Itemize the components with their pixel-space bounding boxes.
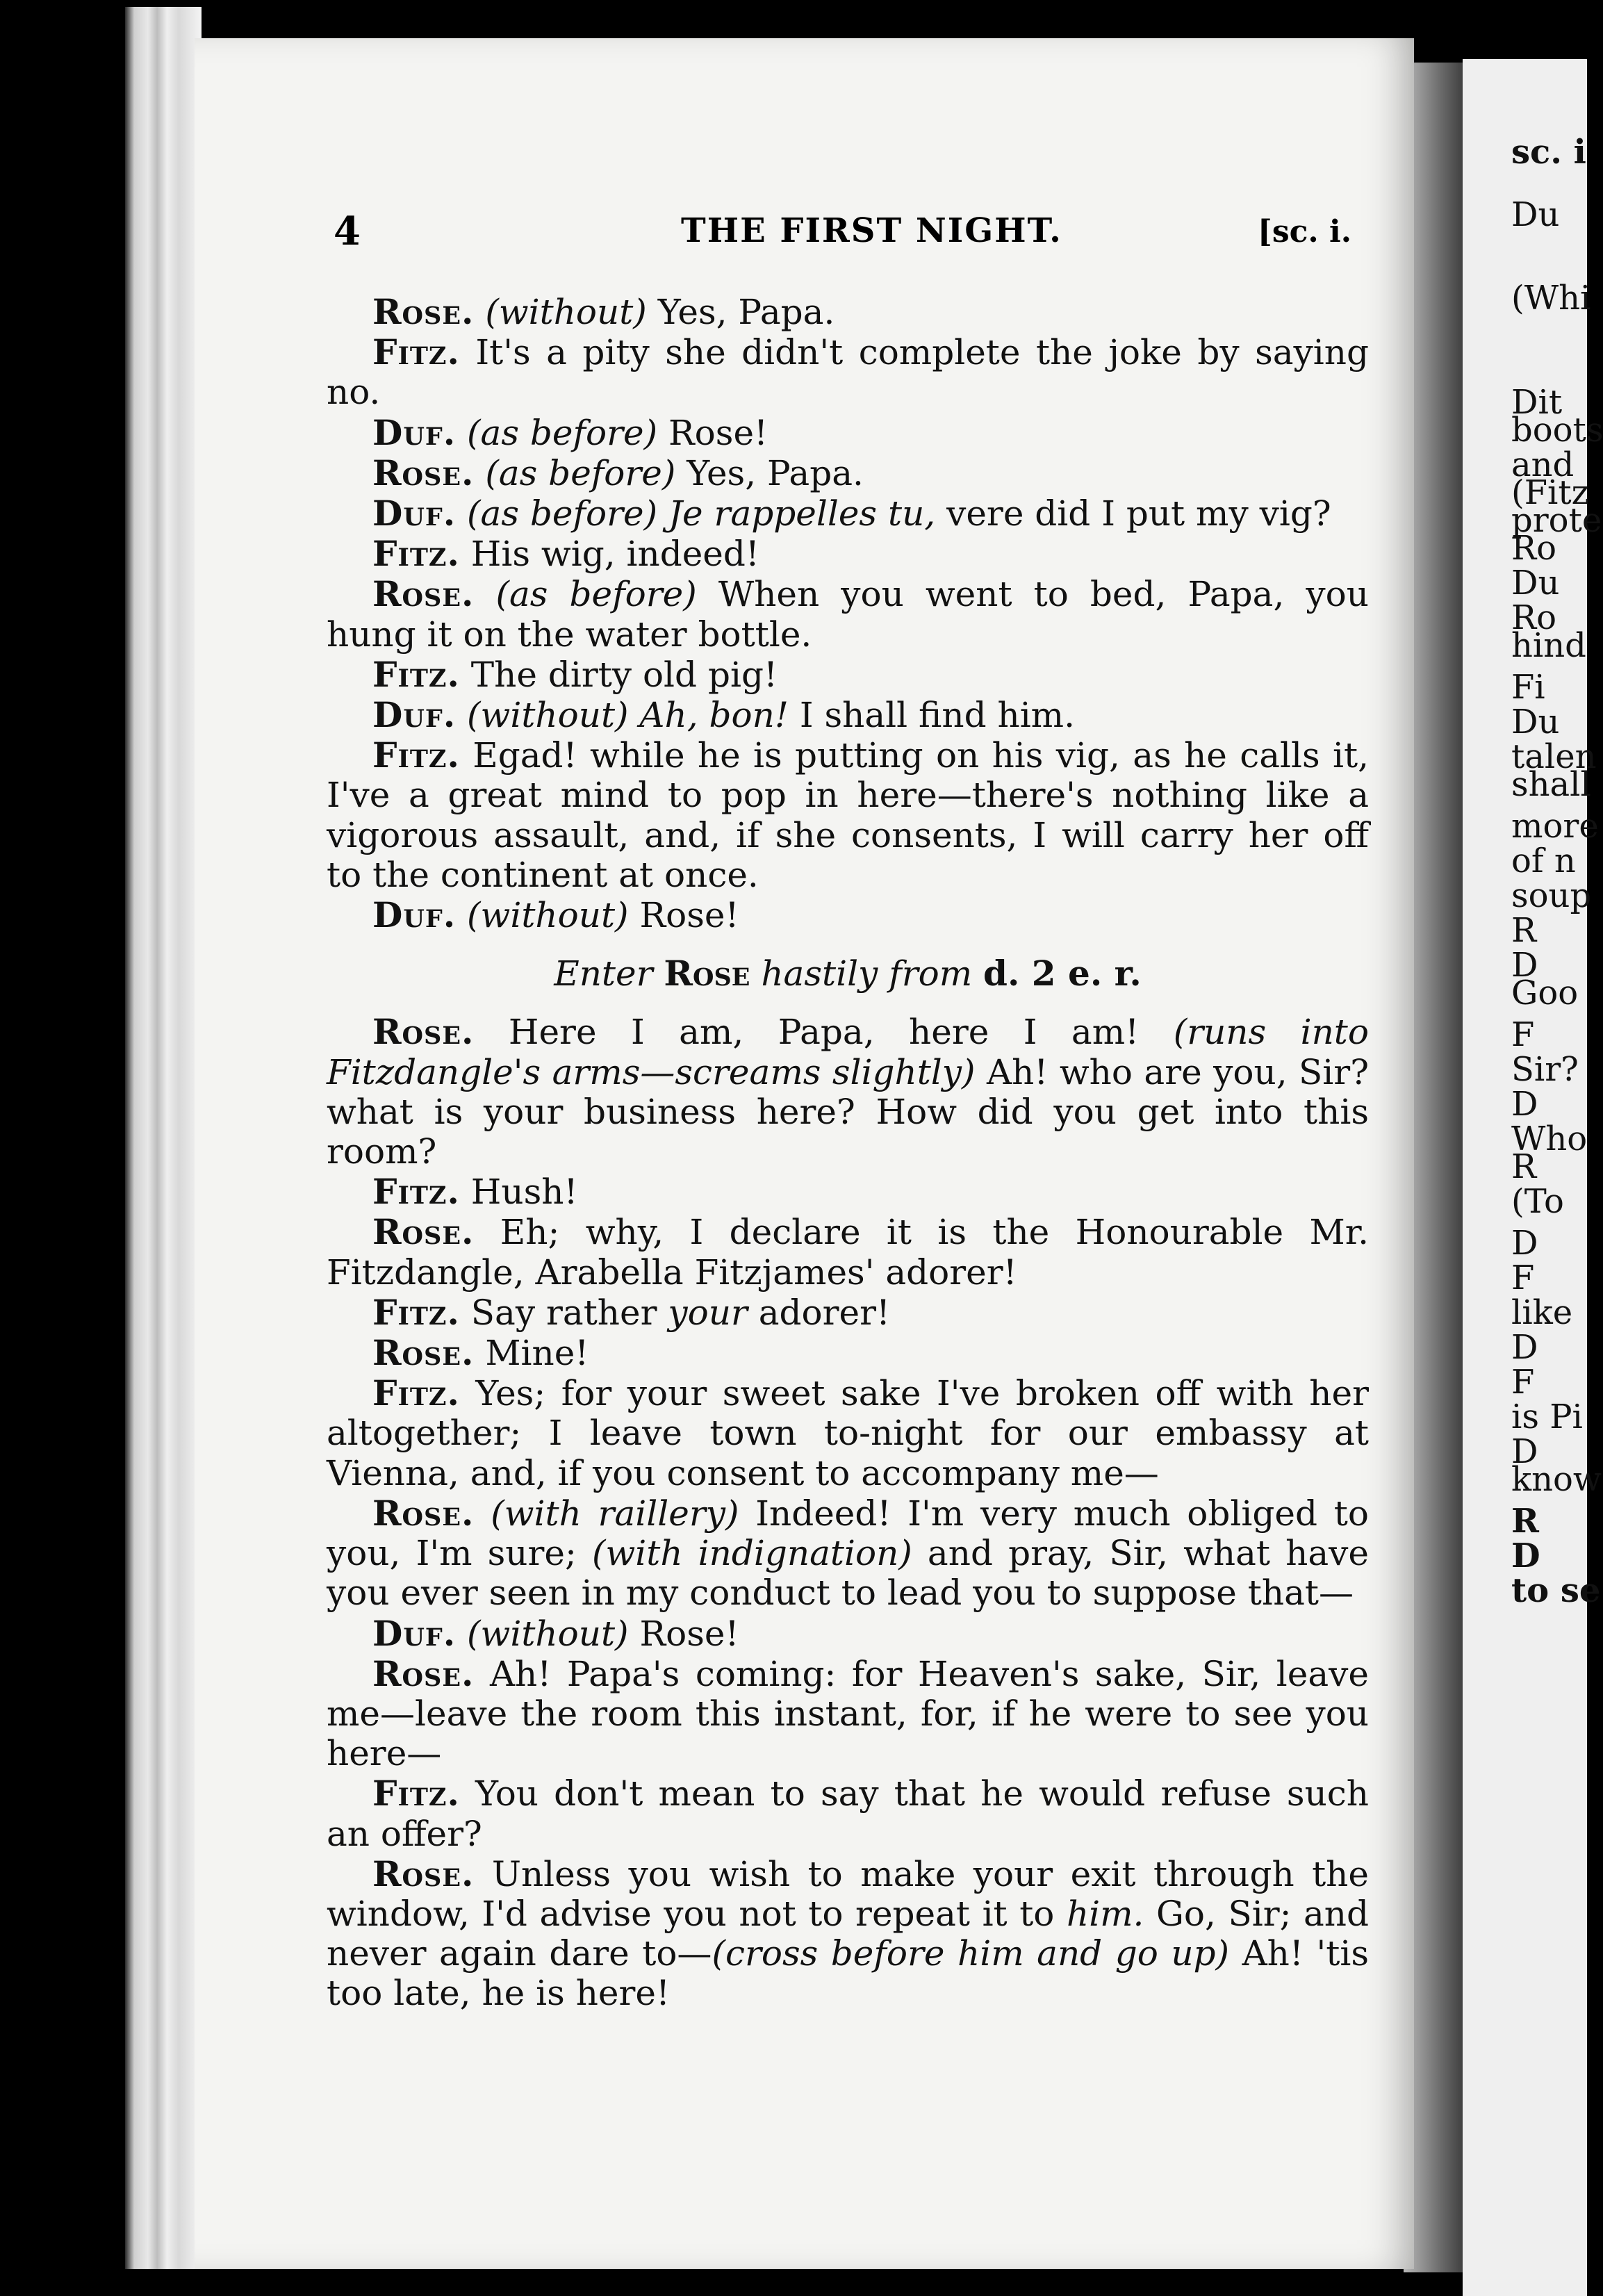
facing-page-text: Who (1511, 1120, 1588, 1158)
line-text: Ah! Papa's coming: for Heaven's sake, Sir, leave me—leave the room this instant, for, if he were to see you here— (327, 1653, 1369, 1774)
facing-page-text: Du (1511, 195, 1560, 234)
speaker-name: Rose. (372, 1332, 475, 1374)
facing-page-text: (Whi (1511, 279, 1591, 318)
facing-page-text: boots (1511, 411, 1603, 450)
speaker-name: Fitz. (372, 1171, 460, 1213)
dialogue-line (327, 655, 1369, 695)
line-text: Egad! while he is putting on his vig, as he calls it, I've a great mind to pop in here—there's nothing like a vigorous assault, and, if she consents, I will carry her off to the continent at once. (327, 735, 1369, 895)
speaker-name: Fitz. (372, 1291, 460, 1333)
dialogue-line (327, 1172, 1369, 1212)
dialogue-line (327, 1854, 1369, 2014)
facing-page-text: R (1511, 1502, 1539, 1541)
facing-page-text: to se (1511, 1571, 1601, 1610)
facing-page-text: D (1511, 1432, 1538, 1471)
facing-page-text: D (1511, 946, 1538, 985)
speaker-name: Duf. (372, 694, 457, 736)
line-text: Unless you wish to make your exit through the window, I'd advise you not to repeat it to (327, 1853, 1369, 1934)
facing-page-text: know (1511, 1460, 1602, 1499)
stage-note: (with indignation) (591, 1533, 912, 1574)
line-text: Rose! (628, 1613, 739, 1654)
dialogue-line (327, 332, 1369, 412)
facing-page-text: (Fitz (1511, 473, 1589, 512)
stage-note: (without) (467, 1613, 629, 1654)
book-page-edges (125, 7, 202, 2269)
facing-page-text: R (1511, 1147, 1537, 1186)
stage-word: Enter (554, 953, 653, 994)
line-text: vere did I put my vig? (946, 493, 1331, 534)
dialogue-line (327, 413, 1369, 453)
facing-page-text: F (1511, 1015, 1535, 1054)
facing-page-text: D (1511, 1224, 1538, 1263)
stage-note: (as before) (467, 412, 658, 453)
speaker-name: Duf. (372, 894, 457, 936)
dialogue-line (327, 1012, 1369, 1172)
line-text: Eh; why, I declare it is the Honourable Mr. Fitzdangle, Arabella Fitzjames' adorer! (327, 1212, 1369, 1293)
line-text: Say rather (470, 1292, 668, 1333)
line-text: Rose! (639, 895, 739, 936)
facing-page-text: Du (1511, 703, 1560, 741)
speaker-name: Fitz. (372, 331, 460, 373)
speaker-name: Rose. (372, 1653, 475, 1694)
stage-note: (with raillery) (491, 1493, 739, 1534)
dialogue-line (327, 534, 1369, 574)
facing-page-text: F (1511, 1258, 1535, 1297)
facing-page-text: Sir? (1511, 1050, 1579, 1089)
facing-page-edge (1463, 59, 1603, 2296)
facing-page-text: D (1511, 1085, 1538, 1124)
speaker-name: Rose. (372, 1853, 475, 1894)
facing-page-text: F (1511, 1363, 1535, 1402)
line-text: and pray, Sir, what have you ever seen in my conduct to lead you to suppose that— (327, 1533, 1369, 1614)
running-head (334, 208, 1376, 264)
dialogue-line (327, 1493, 1369, 1614)
speaker-name: Fitz. (372, 533, 460, 575)
line-text: Ah! 'tis too late, he is here! (327, 1933, 1369, 2014)
dialogue-line (327, 1773, 1369, 1853)
line-text: Mine! (485, 1333, 589, 1374)
speaker-name: Duf. (372, 1612, 457, 1654)
stage-note: (cross before him and go up) (712, 1933, 1230, 1974)
dialogue-line (327, 1654, 1369, 1774)
page-number: 4 (334, 208, 361, 254)
line-text: Yes, Papa. (657, 292, 835, 332)
line-text: Yes; for your sweet sake I've broken off with her altogether; I leave town to-night for our embassy at Vienna, and, if you consent to accompany me— (327, 1373, 1369, 1493)
facing-page-text: R (1511, 911, 1537, 950)
dialogue-line (327, 1373, 1369, 1493)
line-text: The dirty old pig! (470, 654, 778, 695)
scene-marker: [sc. i. (1258, 214, 1352, 249)
speaker-name: Rose. (372, 1211, 475, 1253)
dialogue-line (327, 574, 1369, 654)
stage-note: him. (1066, 1893, 1144, 1934)
stage-note: your (668, 1292, 748, 1333)
dialogue-line (327, 1293, 1369, 1333)
stage-note: (runs into Fitzdangle's arms—screams slightly) (327, 1012, 1369, 1092)
facing-page-text: Dit (1511, 383, 1563, 422)
running-title: THE FIRST NIGHT. (681, 211, 1062, 250)
speaker-name: Rose. (372, 1011, 475, 1053)
facing-page-text: prote (1511, 501, 1602, 540)
dialogue-line (327, 453, 1369, 493)
stage-note: (without) Ah, bon! (467, 695, 789, 736)
stage-door-ref: d. 2 e. r. (983, 953, 1142, 994)
line-text: I shall find him. (799, 695, 1075, 736)
facing-page-text: is Pi (1511, 1397, 1583, 1436)
speaker-name: Duf. (372, 493, 457, 534)
line-text: When you went to bed, Papa, you hung it on the water bottle. (327, 574, 1369, 655)
speaker-name: Rose. (372, 452, 475, 493)
facing-page-text: talen (1511, 737, 1597, 776)
stage-note: (without) (467, 895, 629, 936)
line-text: Indeed! I'm very much obliged to you, I'm sure; (327, 1493, 1369, 1574)
speaker-name: Fitz. (372, 735, 460, 776)
speaker-name: Duf. (372, 411, 457, 453)
facing-page-text: D (1511, 1328, 1538, 1367)
facing-page-text: hind (1511, 626, 1586, 665)
line-text: Ah! who are you, Sir? what is your business here? How did you get into this room? (327, 1051, 1370, 1172)
line-text: Hush! (470, 1172, 578, 1213)
facing-page-text: sc. i (1511, 133, 1586, 172)
line-text: It's a pity she didn't complete the joke by saying no. (327, 332, 1369, 413)
stage-character: Rose (664, 953, 750, 994)
stage-direction (327, 953, 1369, 994)
speaker-name: Fitz. (372, 653, 460, 695)
facing-page-text: shall (1511, 765, 1591, 804)
dialogue-line (327, 292, 1369, 332)
line-text: Yes, Papa. (687, 452, 864, 493)
stage-note: (as before) Je rappelles tu, (467, 493, 936, 534)
line-text: adorer! (747, 1292, 891, 1333)
speaker-name: Fitz. (372, 1773, 460, 1814)
facing-page-text: like (1511, 1293, 1573, 1332)
facing-page-text: soup (1511, 876, 1592, 915)
stage-note: (as before) (485, 452, 676, 493)
speaker-name: Rose. (372, 291, 475, 332)
facing-page-text: (To (1511, 1182, 1564, 1221)
facing-page-text: Fi (1511, 668, 1545, 707)
facing-page-text: Ro (1511, 598, 1557, 637)
line-text: Rose! (668, 412, 768, 453)
facing-page-text: Du (1511, 564, 1560, 602)
speaker-name: Fitz. (372, 1372, 460, 1414)
dialogue-line (327, 493, 1369, 534)
line-text: Go, Sir; and never again dare to— (327, 1893, 1369, 1974)
facing-page-text: of n (1511, 842, 1576, 880)
stage-note: (without) (485, 292, 647, 332)
facing-page-text: and (1511, 445, 1575, 484)
dialogue-text (327, 292, 1369, 2014)
facing-page-text: Goo (1511, 974, 1579, 1012)
dialogue-line (327, 1212, 1369, 1292)
stage-note: (as before) (495, 574, 697, 615)
dialogue-line (327, 1333, 1369, 1373)
line-text: Here I am, Papa, here I am! (508, 1012, 1174, 1053)
line-text: His wig, indeed! (470, 534, 759, 575)
dialogue-line (327, 735, 1369, 895)
dialogue-line (327, 895, 1369, 935)
facing-page-text: more (1511, 807, 1599, 846)
facing-page-text: Ro (1511, 529, 1557, 568)
dialogue-line (327, 1614, 1369, 1654)
dialogue-line (327, 695, 1369, 735)
stage-word: hastily from (761, 953, 973, 994)
facing-page-text: D (1511, 1536, 1540, 1575)
speaker-name: Rose. (372, 1492, 475, 1534)
speaker-name: Rose. (372, 573, 475, 615)
line-text: You don't mean to say that he would refuse such an offer? (327, 1773, 1369, 1854)
